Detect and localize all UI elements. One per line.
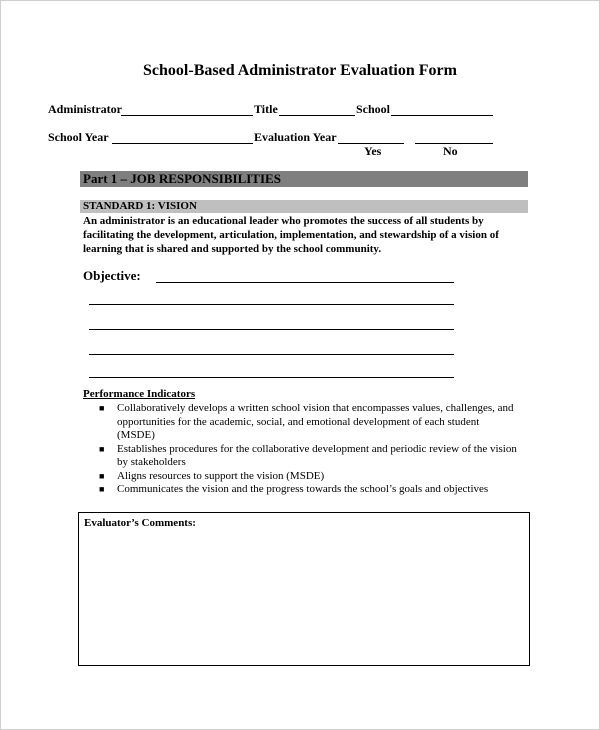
- performance-indicators-heading: Performance Indicators: [83, 388, 196, 400]
- title-field[interactable]: [279, 115, 355, 116]
- bullet-icon: ■: [99, 470, 105, 481]
- list-item: ■ Aligns resources to support the vision (MSDE): [99, 469, 325, 482]
- title-label: Title: [254, 102, 278, 116]
- objective-line-4[interactable]: [89, 354, 454, 355]
- school-field[interactable]: [391, 115, 493, 116]
- administrator-field[interactable]: [121, 115, 253, 116]
- bullet-icon: ■: [99, 443, 105, 454]
- bullet-icon: ■: [99, 484, 105, 494]
- objective-line-2[interactable]: [89, 304, 454, 305]
- list-item: ■ Collaboratively develops a written school vision that encompasses values, challenges, and opportunities for the academic, social, and emotional development of each student (MSDE): [99, 402, 514, 441]
- evaluator-comments-box[interactable]: [78, 512, 530, 666]
- objective-line-3[interactable]: [89, 329, 454, 330]
- form-title: School-Based Administrator Evaluation Form: [143, 62, 457, 79]
- school-label: School: [356, 102, 391, 116]
- evaluation-year-label: Evaluation Year: [254, 130, 337, 144]
- school-year-label: School Year: [48, 130, 109, 144]
- standard1-heading: STANDARD 1: VISION: [80, 200, 528, 213]
- school-year-field[interactable]: [112, 143, 253, 144]
- objective-line-5[interactable]: [89, 377, 454, 378]
- objective-line-1[interactable]: [156, 282, 454, 283]
- bullet-icon: ■: [99, 403, 105, 413]
- no-label: No: [443, 144, 458, 158]
- list-item: ■ Communicates the vision and the progress towards the school’s goals and objectives: [99, 483, 489, 495]
- part1-heading: Part 1 – JOB RESPONSIBILITIES: [80, 171, 528, 187]
- administrator-label: Administrator: [48, 102, 122, 116]
- list-item: ■ Establishes procedures for the collaborative development and periodic review of the vision by stakeholders: [99, 442, 517, 468]
- performance-indicators-list: [99, 402, 519, 497]
- evaluator-comments-label: Evaluator’s Comments:: [84, 517, 196, 529]
- yes-label: Yes: [364, 144, 382, 158]
- objective-label: Objective:: [83, 268, 141, 283]
- standard1-description: An administrator is an educational leader who promotes the success of all students by facilitating the development, articulation, implementation, and stewardship of a vision of learning that is shared and supported by the school community.: [83, 215, 499, 255]
